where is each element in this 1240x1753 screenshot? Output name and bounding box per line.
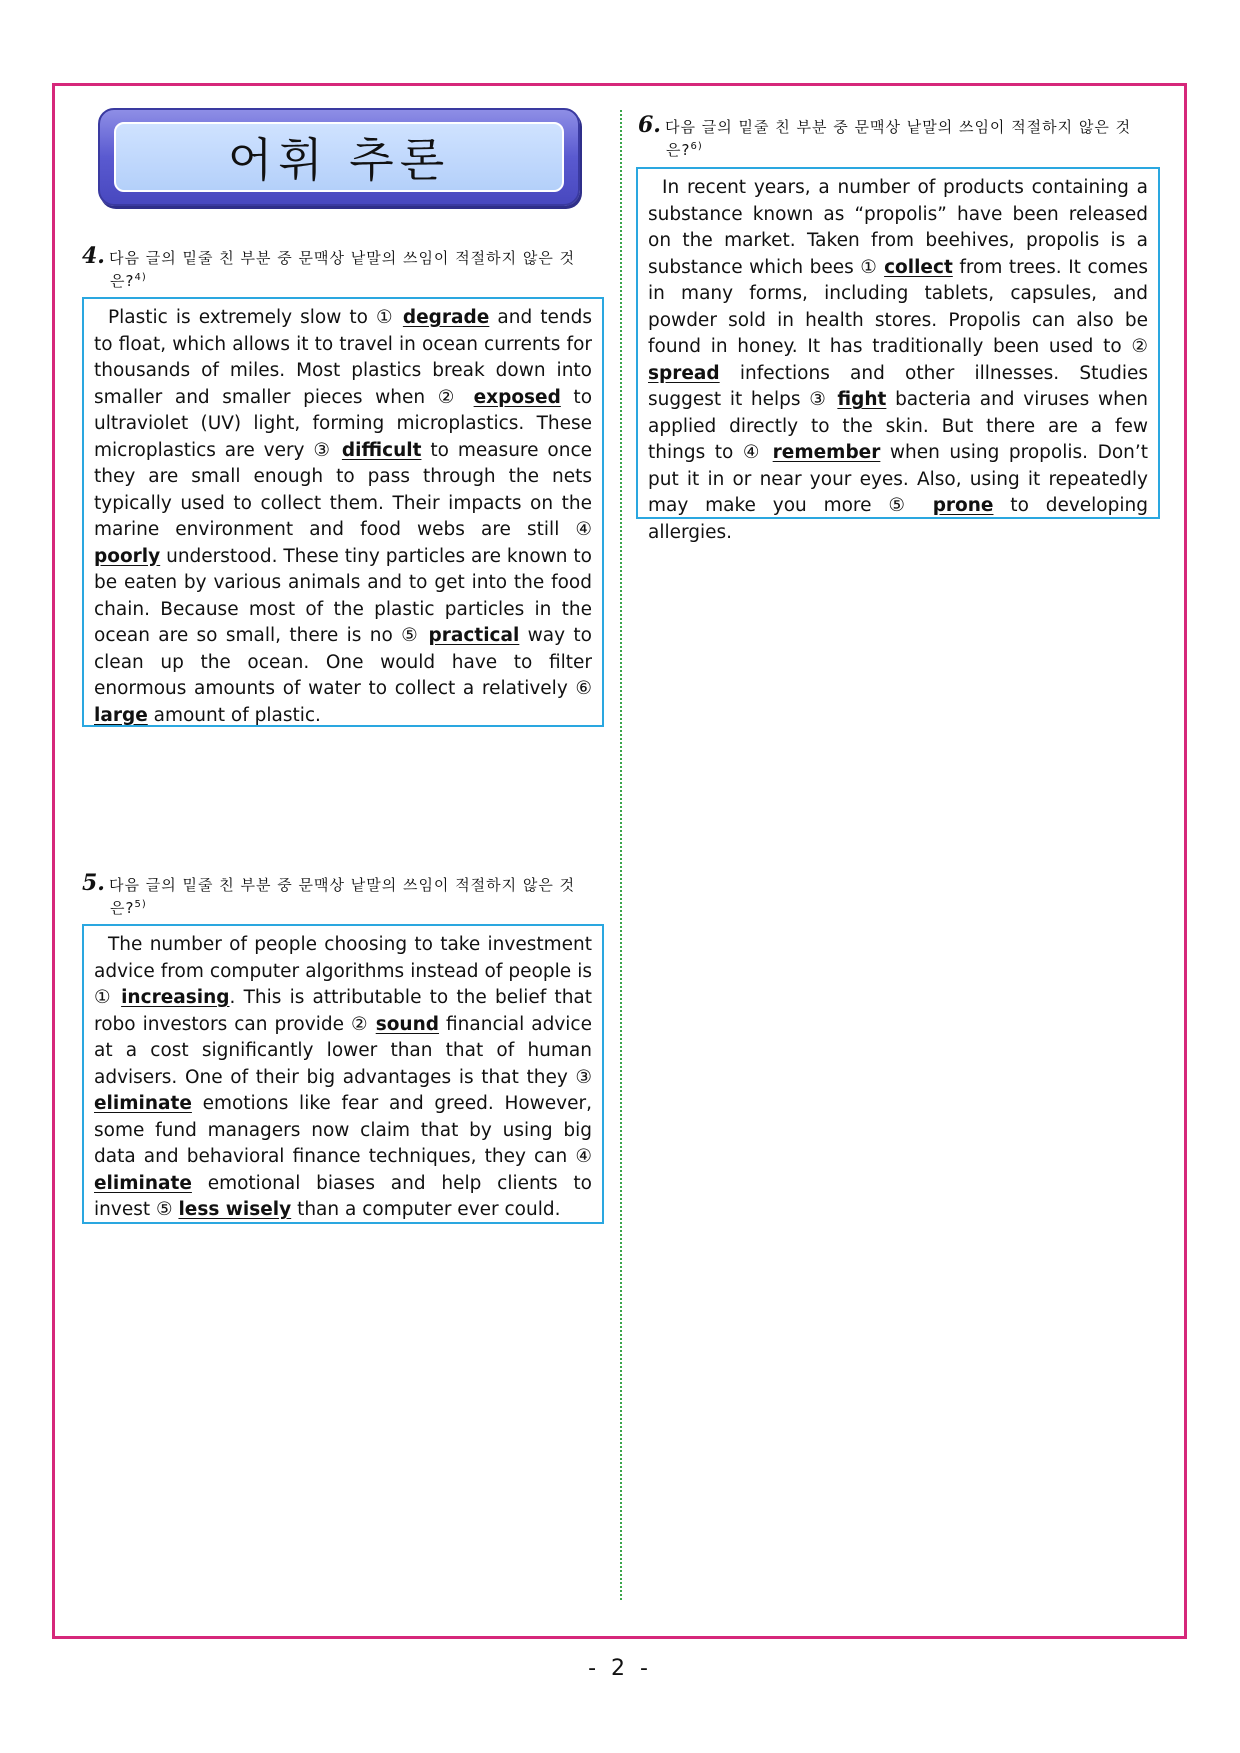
underlined-word: degrade [402, 307, 490, 328]
passage-text: In recent years, a number of products containing a substance known as “propolis” have been released on the market. Taken from beehives, propolis is a substance which bees ① [648, 177, 1148, 278]
passage-text: when using propolis. Don’t put it in or near your eyes. Also, using it repeatedly may make you more ⑤ [648, 442, 1148, 516]
footnote-ref: 4) [134, 272, 147, 283]
question-prompt: 다음 글의 밑줄 친 부분 중 문맥상 낱말의 쓰임이 적절하지 않은 것 [108, 876, 576, 894]
question-4-header [82, 243, 606, 291]
passage-text: from trees. It comes in many forms, including tablets, capsules, and powder sold in health stores. Propolis can also be found in honey. It has traditionally been used to ② [648, 256, 1148, 357]
question-prompt-cont: 은? [110, 899, 135, 917]
underlined-word: spread [648, 362, 720, 384]
page-number: - 2 - [588, 1656, 652, 1681]
underlined-word: difficult [341, 439, 422, 461]
underlined-word: less wisely [178, 1199, 292, 1220]
passage-text: Plastic is extremely slow to ① [108, 307, 403, 328]
question-prompt-cont: 은? [110, 272, 135, 290]
passage-text: to ultraviolet (UV) light, forming microplastics. These microplastics are very ③ [94, 386, 593, 461]
underlined-word: exposed [473, 386, 561, 408]
question-number: 4. [82, 243, 105, 269]
passage-text: amount of plastic. [147, 704, 321, 726]
question-number: 5. [82, 870, 105, 896]
question-prompt: 다음 글의 밑줄 친 부분 중 문맥상 낱말의 쓰임이 적절하지 않은 것 [108, 249, 576, 267]
underlined-word: remember [772, 442, 881, 463]
page-title: 어휘 추론 [227, 133, 451, 187]
footnote-ref: 5) [134, 899, 147, 910]
footnote-ref: 6) [690, 141, 703, 152]
passage-text: emotions like fear and greed. However, some fund managers now claim that by using big data and behavioral finance techniques, they can ④ [94, 1093, 592, 1167]
column-divider [620, 110, 622, 1600]
passage-text: way to clean up the ocean. One would have to filter enormous amounts of water to collect a relatively ⑥ [94, 625, 593, 699]
passage-text: to measure once they are small enough to pass through the nets typically used to collect them. Their impacts on the marine environment and food webs are still ④ [94, 439, 592, 540]
underlined-word: large [94, 704, 148, 726]
passage-text: infections and other illnesses. Studies suggest it helps ③ [648, 362, 1148, 410]
passage-text: and tends to float, which allows it to travel in ocean currents for thousands of miles. Most plastics break down into smaller and smaller pieces when ② [94, 307, 592, 408]
underlined-word: eliminate [94, 1093, 192, 1114]
passage-text: to developing allergies. [648, 495, 1148, 543]
underlined-word: increasing [121, 987, 230, 1008]
passage-text: understood. These tiny particles are known to be eaten by various animals and to get into the food chain. Because most of the plastic particles in the ocean are so small, there is no ⑤ [94, 545, 592, 646]
underlined-word: collect [884, 256, 953, 278]
underlined-word: prone [932, 495, 994, 516]
question-6-passage [636, 167, 1160, 543]
passage-text: bacteria and viruses when applied directly to the skin. But there are a few things to ④ [648, 389, 1148, 463]
underlined-word: poorly [94, 545, 161, 567]
title-banner-inner [114, 122, 564, 192]
title-banner [98, 108, 580, 206]
underlined-word: eliminate [94, 1172, 192, 1194]
underlined-word: sound [375, 1013, 440, 1035]
question-prompt: 다음 글의 밑줄 친 부분 중 문맥상 낱말의 쓰임이 적절하지 않은 것 [664, 118, 1132, 136]
passage-text: than a computer ever could. [291, 1199, 561, 1220]
passage-text: emotional biases and help clients to invest ⑤ [94, 1172, 592, 1220]
underlined-word: fight [837, 389, 887, 410]
passage-text: The number of people choosing to take investment advice from computer algorithms instead of people is ① [94, 934, 592, 1008]
question-5-header [82, 870, 606, 918]
underlined-word: practical [428, 625, 520, 646]
question-6-header [638, 112, 1164, 160]
passage-text: financial advice at a cost significantly lower than that of human advisers. One of their big advantages is that they ③ [94, 1013, 592, 1088]
passage-text: . This is attributable to the belief that robo investors can provide ② [94, 987, 593, 1035]
question-4-passage [82, 297, 604, 727]
question-5-passage [82, 924, 604, 1224]
question-number: 6. [638, 112, 661, 138]
question-prompt-cont: 은? [666, 141, 691, 159]
